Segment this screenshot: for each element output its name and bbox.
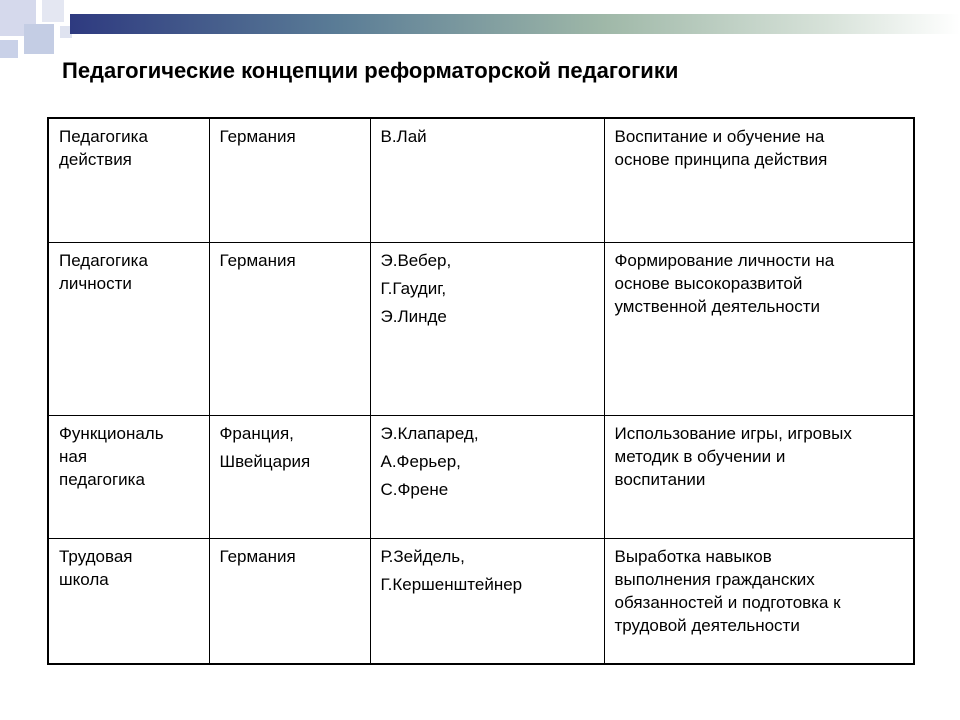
header-gradient-bar — [70, 14, 960, 34]
author-line: Э.Линде — [380, 306, 447, 326]
country-line: Германия — [219, 127, 296, 146]
concept-cell: Функциональ ная педагогика — [48, 415, 209, 538]
authors-cell — [370, 242, 604, 415]
concept-cell: Трудовая школа — [48, 538, 209, 664]
description-cell: Воспитание и обучение на основе принципа действия — [604, 118, 914, 242]
author-line: Э.Вебер, — [380, 250, 452, 270]
authors-cell — [370, 415, 604, 538]
table-row — [48, 242, 914, 415]
decor-square — [0, 40, 18, 58]
authors-cell — [370, 118, 604, 242]
country-line: Франция, — [219, 423, 294, 443]
description-cell: Выработка навыков выполнения гражданских обязанностей и подготовка к трудовой деятельности — [604, 538, 914, 664]
author-line: С.Френе — [380, 479, 449, 499]
table-row — [48, 538, 914, 664]
country-cell — [209, 118, 370, 242]
slide-title: Педагогические концепции реформаторской педагогики — [62, 58, 679, 83]
concept-cell: Педагогика личности — [48, 242, 209, 415]
decor-square — [24, 24, 54, 54]
table-row — [48, 415, 914, 538]
author-line: Э.Клапаред, — [380, 423, 479, 443]
table-row — [48, 118, 914, 242]
authors-cell — [370, 538, 604, 664]
author-line: Г.Гаудиг, — [380, 278, 447, 298]
author-line: Р.Зейдель, — [380, 546, 465, 566]
description-cell: Формирование личности на основе высокоразвитой умственной деятельности — [604, 242, 914, 415]
country-line: Германия — [219, 250, 296, 270]
country-cell — [209, 415, 370, 538]
concepts-table — [47, 117, 915, 665]
decor-square — [42, 0, 64, 22]
author-line: Г.Кершенштейнер — [380, 574, 523, 594]
country-line: Германия — [219, 546, 296, 566]
description-cell: Использование игры, игровых методик в обучении и воспитании — [604, 415, 914, 538]
author-line: В.Лай — [380, 127, 427, 146]
country-line: Швейцария — [219, 451, 311, 471]
concept-cell: Педагогика действия — [48, 118, 209, 242]
author-line: А.Ферьер, — [380, 451, 461, 471]
country-cell — [209, 242, 370, 415]
country-cell — [209, 538, 370, 664]
